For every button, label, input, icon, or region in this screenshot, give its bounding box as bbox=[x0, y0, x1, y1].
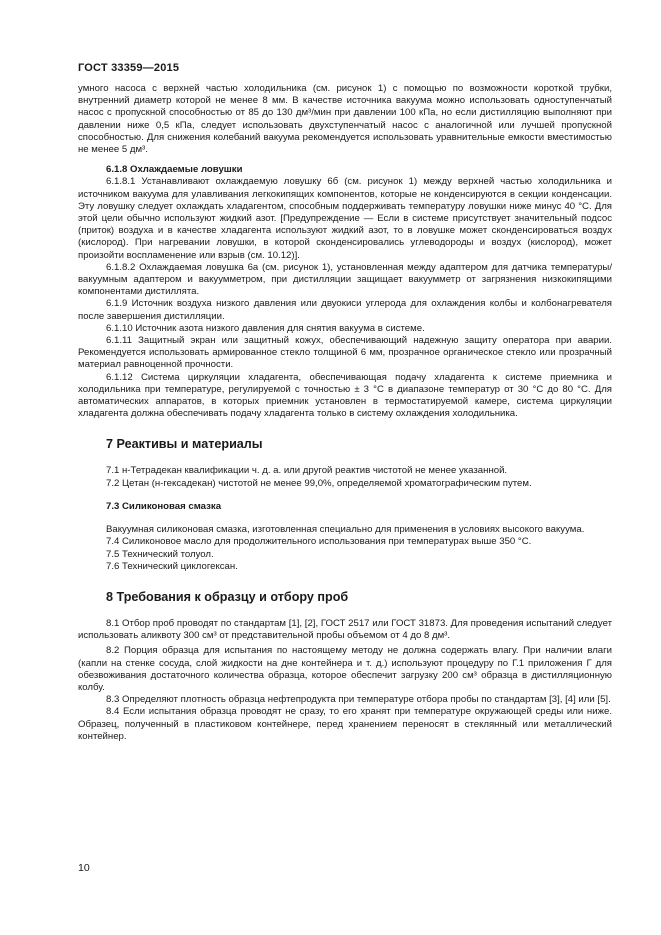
paragraph: 6.1.8.2 Охлаждаемая ловушка 6а (см. рисунок 1), установленная между адаптером для датчика температуры/вакуумным адаптером и вакуумметром, при дистилляции защищает вакуумметр от загрязнения низкокипящими компонентами дистиллята. bbox=[78, 261, 612, 298]
section-heading: 7 Реактивы и материалы bbox=[106, 437, 263, 452]
document-body bbox=[78, 83, 612, 743]
paragraph: 8.1 Отбор проб проводят по стандартам [1], [2], ГОСТ 2517 или ГОСТ 31873. Для проведения испытаний следует использовать аликвоту 300 см³ от представительной пробы объемом от 4 до 8 дм³. bbox=[78, 617, 612, 642]
paragraph: 6.1.8.1 Устанавливают охлаждаемую ловушку 6б (см. рисунок 1) между верхней частью холодильника и источником вакуума для улавливания легкокипящих компонентов, которые не конденсируются в секции конденсации. Эту ловушку следует охлаждать хладагентом, способным поддерживать температуру ловушки ниже минус 40 °С. Для этой цели обычно используют жидкий азот. [Предупреждение — Если в системе присутствует значительный подсос (приток) воздуха и в качестве хладагента используют жидкий азот, то в ловушке может сконденсироваться воздух (кислород). При нагревании ловушки, в которой сконденсировались углеводороды и воздух (кислород), может произойти воспламенение или взрыв (см. 10.12)]. bbox=[78, 176, 612, 261]
paragraph: 8.3 Определяют плотность образца нефтепродукта при температуре отбора пробы по стандартам [3], [4] или [5]. bbox=[106, 694, 611, 706]
paragraph: 6.1.12 Система циркуляции хладагента, обеспечивающая подачу хладагента к системе приемника и холодильника при температуре, регулируемой с точностью ± 3 °С в диапазоне температур от 30 °С до 80 °С. Для автоматических аппаратов, в которых приемник установлен в термостатируемой камере, система циркуляции хладагента должна обеспечивать подачу хладагента только в систему охлаждения холодильника. bbox=[78, 371, 612, 420]
page-number: 10 bbox=[78, 862, 90, 874]
document-header: ГОСТ 33359—2015 bbox=[78, 62, 180, 74]
paragraph: умного насоса с верхней частью холодильника (см. рисунок 1) с помощью по возможности короткой трубки, внутренний диаметр которой не менее 8 мм. В качестве источника вакуума можно использовать одноступенчатый насос с пропускной способностью от 85 до 130 дм³/мин при давлении 100 кПа, но если дистилляцию выполняют при давлении ниже 0,5 кПа, следует использовать двухступенчатый насос с аналогичной или лучшей пропускной способностью. Для снижения колебаний вакуума рекомендуется использовать уравнительные емкости вместимостью не менее 5 дм³. bbox=[78, 83, 612, 156]
paragraph: 7.5 Технический толуол. bbox=[106, 548, 214, 560]
paragraph: 8.4 Если испытания образца проводят не сразу, то его хранят при температуре окружающей среды или ниже. Образец, полученный в пластиковом контейнере, перед хранением переносят в стеклянный или металлический контейнер. bbox=[78, 706, 612, 742]
paragraph: Вакуумная силиконовая смазка, изготовленная специально для применения в условиях высокого вакуума. bbox=[106, 524, 585, 536]
paragraph: 7.6 Технический циклогексан. bbox=[106, 560, 238, 572]
paragraph: 8.2 Порция образца для испытания по настоящему методу не должна содержать влагу. При наличии влаги (капли на стенке сосуда, слой жидкости на дне контейнера и т. д.) используют процедуру по Г.1 приложения Г для обезвоживания достаточного количества образца, которое обеспечит загрузку 200 см³ образца в дистилляционную колбу. bbox=[78, 645, 612, 693]
paragraph: 6.1.10 Источник азота низкого давления для снятия вакуума в системе. bbox=[106, 322, 425, 334]
paragraph: 7.2 Цетан (н-гексадекан) чистотой не менее 99,0%, определяемой хроматографическим путем. bbox=[106, 477, 532, 489]
paragraph: 6.1.11 Защитный экран или защитный кожух, обеспечивающий надежную защиту оператора при аварии. Рекомендуется использовать армированное стекло толщиной 6 мм, прозрачное органическое стекло или прозрачный материал равноценной прочности. bbox=[78, 335, 612, 371]
paragraph: 6.1.9 Источник воздуха низкого давления или двуокиси углерода для охлаждения колбы и колбонагревателя после завершения дистилляции. bbox=[78, 298, 612, 322]
subsection-heading: 6.1.8 Охлаждаемые ловушки bbox=[106, 164, 243, 176]
paragraph: 7.4 Силиконовое масло для продолжительного использования при температурах выше 350 °С. bbox=[106, 536, 532, 548]
subsection-heading: 7.3 Силиконовая смазка bbox=[106, 500, 222, 512]
paragraph: 7.1 н-Тетрадекан квалификации ч. д. а. или другой реактив чистотой не менее указанной. bbox=[106, 465, 508, 477]
section-heading: 8 Требования к образцу и отбору проб bbox=[106, 589, 349, 604]
